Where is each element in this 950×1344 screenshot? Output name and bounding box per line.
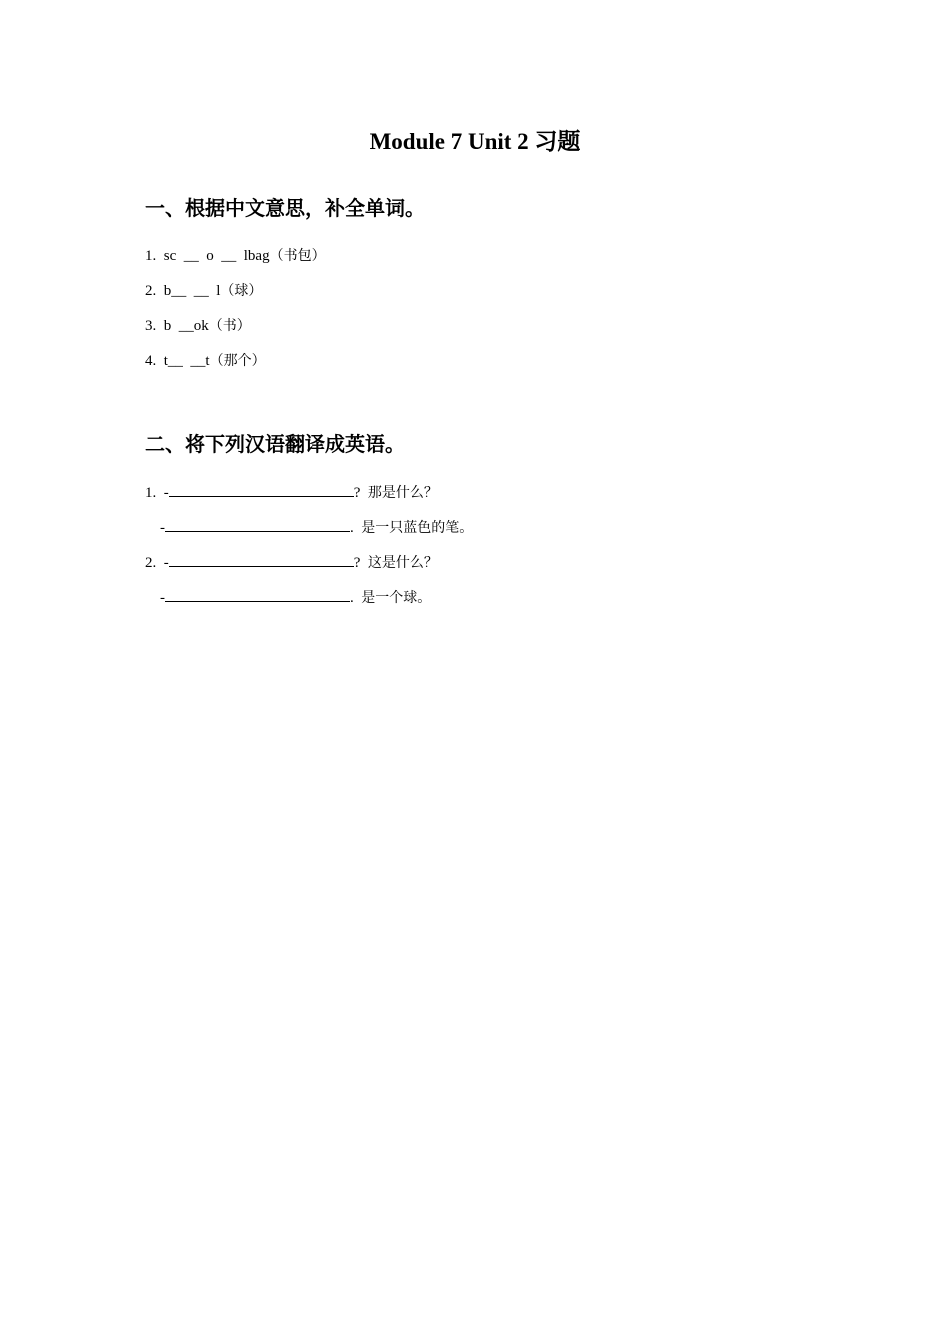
item-number: 1. xyxy=(145,485,157,501)
item-number: 1. xyxy=(145,248,157,264)
answer-blank[interactable] xyxy=(165,587,350,602)
chinese-prompt: 那是什么？ xyxy=(367,485,438,501)
fill-in-item-1 xyxy=(145,245,326,267)
item-text: t__ __t xyxy=(163,353,210,369)
period: . xyxy=(350,520,354,536)
period: . xyxy=(350,590,354,606)
fill-in-item-4 xyxy=(145,350,266,372)
dash: - xyxy=(163,485,169,501)
item-hint: （那个） xyxy=(209,353,266,369)
dash: - xyxy=(160,520,165,536)
chinese-prompt: 这是什么？ xyxy=(367,555,438,571)
translation-question-1 xyxy=(145,482,438,504)
section-1-heading: 一、根据中文意思，补全单词。 xyxy=(145,196,425,220)
item-number: 3. xyxy=(145,318,157,334)
item-number: 2. xyxy=(145,283,157,299)
item-hint: （书包） xyxy=(269,248,326,264)
translation-question-2 xyxy=(145,552,438,574)
item-number: 2. xyxy=(145,555,157,571)
page-title: Module 7 Unit 2 习题 xyxy=(369,129,581,154)
fill-in-item-2 xyxy=(145,280,262,302)
item-text: b __ok xyxy=(163,318,209,334)
fill-in-item-3 xyxy=(145,315,251,337)
answer-blank[interactable] xyxy=(169,552,354,567)
chinese-prompt: 是一个球。 xyxy=(361,590,432,606)
answer-blank[interactable] xyxy=(169,482,354,497)
dash: - xyxy=(160,590,165,606)
item-hint: （书） xyxy=(208,318,251,334)
dash: - xyxy=(163,555,169,571)
section-2-heading: 二、将下列汉语翻译成英语。 xyxy=(145,432,405,456)
item-hint: （球） xyxy=(220,283,263,299)
question-mark: ? xyxy=(353,485,361,501)
item-number: 4. xyxy=(145,353,157,369)
translation-answer-1 xyxy=(160,517,473,539)
item-text: sc __ o __ lbag xyxy=(163,248,270,264)
item-text: b__ __ l xyxy=(163,283,221,299)
question-mark: ? xyxy=(353,555,361,571)
answer-blank[interactable] xyxy=(165,517,350,532)
translation-answer-2 xyxy=(160,587,431,609)
chinese-prompt: 是一只蓝色的笔。 xyxy=(361,520,474,536)
